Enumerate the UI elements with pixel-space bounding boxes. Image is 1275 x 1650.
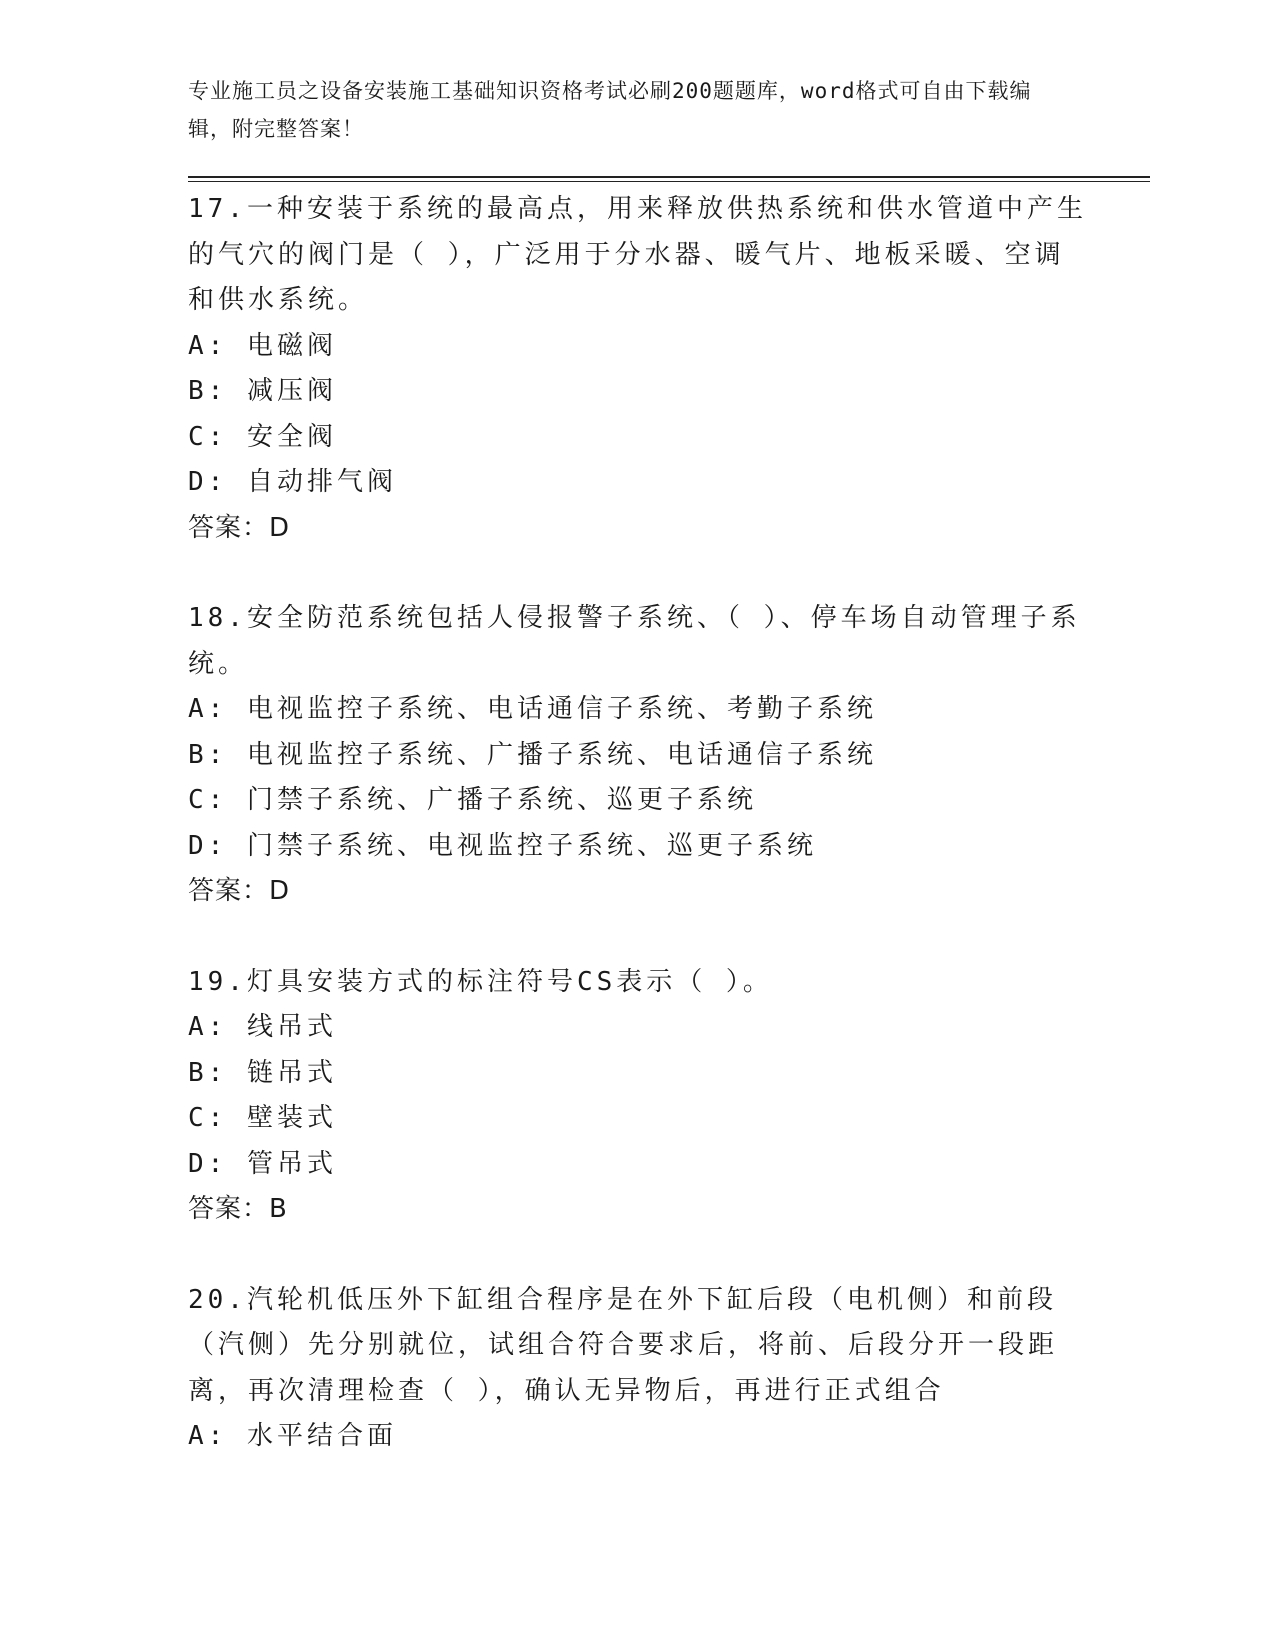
option-a: A: 线吊式	[188, 1012, 337, 1042]
answer-line: 答案：D	[188, 876, 291, 906]
document-header: 专业施工员之设备安装施工基础知识资格考试必刷200题题库，word格式可自由下载编辑，附完整答案！	[188, 79, 1032, 141]
question-19	[188, 960, 1088, 1233]
question-stem: 18.安全防范系统包括人侵报警子系统、（ ）、停车场自动管理子系统。	[188, 603, 1081, 679]
question-stem: 17.一种安装于系统的最高点，用来释放供热系统和供水管道中产生的气穴的阀门是（ ），广泛用于分水器、暖气片、地板采暖、空调和供水系统。	[188, 194, 1087, 315]
question-stem: 20.汽轮机低压外下缸组合程序是在外下缸后段（电机侧）和前段（汽侧）先分别就位，试组合符合要求后，将前、后段分开一段距离，再次清理检查（ ），确认无异物后，再进行正式组合	[188, 1284, 1059, 1406]
option-d: D: 自动排气阀	[188, 467, 397, 497]
question-18	[188, 596, 1088, 915]
question-stem: 19.灯具安装方式的标注符号CS表示（ ）。	[188, 966, 773, 997]
option-a: A: 电视监控子系统、电话通信子系统、考勤子系统	[188, 694, 877, 724]
question-20	[188, 1278, 1088, 1460]
header-divider-thin	[188, 181, 1150, 182]
option-c: C: 安全阀	[188, 421, 337, 452]
option-d: D: 管吊式	[188, 1148, 337, 1179]
answer-line: 答案：D	[188, 512, 291, 543]
option-a: A: 水平结合面	[188, 1421, 397, 1451]
option-b: B: 链吊式	[188, 1057, 337, 1088]
header-divider-thick	[188, 176, 1150, 178]
option-d: D: 门禁子系统、电视监控子系统、巡更子系统	[188, 830, 817, 861]
question-list	[188, 187, 1088, 1505]
option-b: B: 电视监控子系统、广播子系统、电话通信子系统	[188, 739, 877, 770]
option-b: B: 减压阀	[188, 376, 337, 406]
question-17	[188, 187, 1088, 551]
option-a: A: 电磁阀	[188, 330, 337, 361]
option-c: C: 门禁子系统、广播子系统、巡更子系统	[188, 785, 757, 815]
option-c: C: 壁装式	[188, 1103, 337, 1133]
answer-line: 答案：B	[188, 1194, 288, 1224]
